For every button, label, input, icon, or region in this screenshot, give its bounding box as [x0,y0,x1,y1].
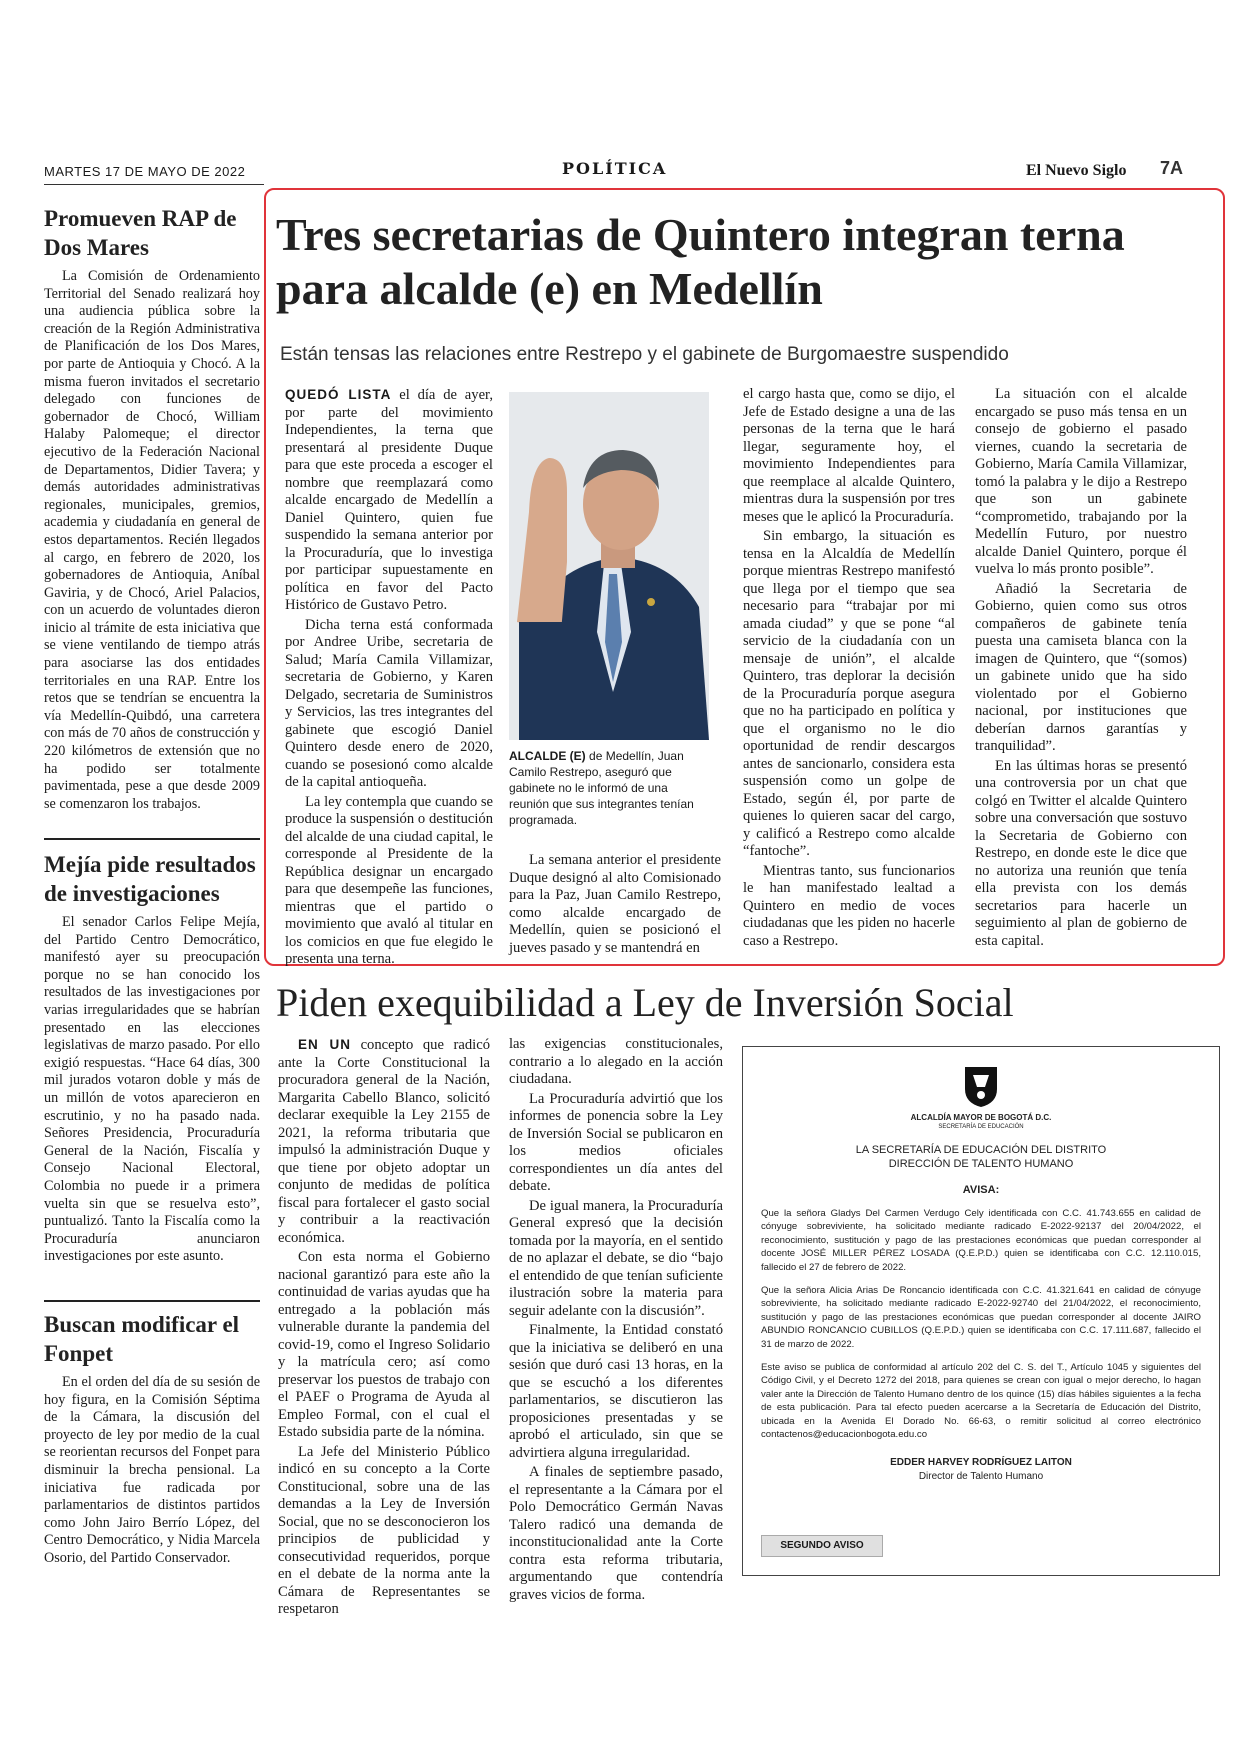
brief-text: La Comisión de Ordenamiento Territorial del Senado realizará hoy una audiencia pública sobre la creación de la Región Administrativa de Planificación de los Dos Mares, por parte de Antioquia y Chocó. A la misma fueron invitados el secretario delegado con funciones de gobernador de Chocó, William Halaby Palomeque; el director ejecutivo de la Federación Nacional de Departamentos, Didier Tavera; y demás autoridades administrativas regionales, municipales, gremios, academia y ciudadanía en general de estos departamentos. Recién llegados al cargo, en febrero de 2020, los gobernadores de Antioquia, Aníbal Gaviria, y de Chocó, Ariel Palacios, con un acuerdo de voluntades dieron inicio al trámite de esta iniciativa que se viene ventilando de tiempo atrás para asociarse las dos entidades territoriales en una RAP. Entre los retos que se tendrían se encuentra la vía Medellín-Quibdó, una carretera con más de 70 años de construcción y 220 kilómetros de extensión que no ha podido ser totalmente pavimentada, pese a que desde 2009 se comenzaron los trabajos. [44,268,260,812]
notice-signer-title: Director de Talento Humano [918,1470,1044,1482]
logo-text: ALCALDÍA MAYOR DE BOGOTÁ D.C. [910,1113,1052,1122]
public-notice [742,1046,1220,1576]
brief-rap [44,204,260,813]
second-headline: Piden exequibilidad a Ley de Inversión Social [276,980,1014,1025]
paragraph: el día de ayer, por parte del movimiento Independientes, la terna que presentará al presidente Duque para que este proceda a escoger el nombre que reemplazará como alcalde encargado de Medellín a Daniel Quintero, quien fue suspendido la semana anterior por la Procuraduría, que lo investiga por participar supuestamente en política en favor del Pacto Histórico de Gustavo Petro. [285,387,493,613]
logo-subtext: SECRETARÍA DE EDUCACIÓN [938,1124,1024,1130]
paragraph: La semana anterior el presidente Duque designó al alto Comisionado para la Paz, Juan Camilo Restrepo, como alcalde encargado de Medellín, quien se posicionó el jueves pasado y se mantendrá en [509,852,721,956]
main-column-1 [285,386,493,971]
paragraph: Finalmente, la Entidad constató que la iniciativa se deliberó en una sesión que duró casi 13 horas, en la que se escuchó a los diferentes parlamentarios, se discutieron las proposiciones presentadas y se aprobó el articulado, sin que se advirtiera alguna irregularidad. [509,1322,723,1461]
folio-rule [44,184,264,185]
paragraph: La situación con el alcalde encargado se puso más tensa en un consejo de gobierno el pasado viernes, cuando la secretaria de Gobierno, María Camila Villamizar, tomó la palabra y le dijo a Restrepo que son un gabinete “comprometido, trabajando por la Medellín Futuro, por nuestro alcalde Daniel Quintero, porque él vuelva lo más pronto posible”. [975,386,1187,577]
newspaper-name: El Nuevo Siglo [1026,162,1127,179]
second-column-1 [278,1036,490,1621]
notice-signer: EDDER HARVEY RODRÍGUEZ LAITON [890,1456,1072,1468]
portrait-illustration [509,392,709,740]
paragraph: A finales de septiembre pasado, el representante a la Cámara por el Polo Democrático Germán Navas Talero radicó una demanda de inconstitucionalidad ante la Corte contra esta reforma tributaria, argumentando que contendría graves vicios de forma. [509,1464,723,1603]
notice-logo [761,1063,1201,1131]
notice-paragraph: Que la señora Alicia Arias De Roncancio identificada con C.C. 41.321.641 en calidad de cónyuge sobreviviente, ha solicitado mediante radicado E-2022-92740 del 21/04/2022, el reconocimiento, sustitución y pago de las prestaciones económicas que puedan corresponder al docente JAIRO ABUNDIO RONCANCIO CUBILLOS (Q.E.P.D.) quien se identificaba con C.C. 17.111.687, fallecido el 31 de marzo de 2022. [761,1285,1201,1350]
paragraph: Mientras tanto, sus funcionarios le han manifestado lealtad a Quintero en medio de voces ciudadanas que les piden no hacerle caso a Restrepo. [743,862,955,949]
paragraph: De igual manera, la Procuraduría General expresó que la decisión tomada por la mayoría, en el sentido de no aplazar el debate, se dio “bajo el entendido de que tenían suficiente ilustración sobre la materia para seguir adelante con la discusión”. [509,1197,723,1319]
brief-fonpet [44,1310,260,1568]
caption-text: de Medellín, Juan Camilo Restrepo, aseguró que gabinete no le informó de una reunión que sus integrantes tenían programada. [509,749,694,827]
brief-mejia [44,850,260,1266]
paragraph: concepto que radicó ante la Corte Constitucional la procuradora general de la Nación, Margarita Cabello Blanco, solicitó declarar exequible la Ley 2155 de 2021, la reforma tributaria que impulsó la administración Duque y que tiene por objeto adoptar un conjunto de medidas de política fiscal para fortalecer el gasto social y contribuir a la reactivación económica. [278,1037,490,1246]
paragraph: Dicha terna está conformada por Andree Uribe, secretaria de Salud; María Camila Villamizar, secretaria de Gobierno, y Karen Delgado, secretaria de Suministros y Servicios, las tres integrantes del gabinete que escogió Daniel Quintero desde enero de 2020, cuando se posesionó como alcalde de la capital antioqueña. [285,616,493,790]
main-column-4 [975,386,1187,952]
section-title: POLÍTICA [562,159,668,178]
lead-word: EN UN [298,1037,351,1052]
brief-title: Promueven RAP de Dos Mares [44,206,237,260]
main-column-3 [743,386,955,952]
brief-divider [44,1300,260,1302]
page-number: 7A [1160,158,1184,178]
brief-title: Buscan modificar el Fonpet [44,1312,240,1366]
paragraph: La Procuraduría advirtió que los informes de ponencia sobre la Ley de Inversión Social se publicaron en los medios oficiales correspondientes un día antes del debate. [509,1090,723,1194]
brief-divider [44,838,260,840]
paragraph: Con esta norma el Gobierno nacional garantizó para este año la continuidad de varias ayudas que ha entregado a la población más vulnerable durante la pandemia del covid-19, como el Ingreso Solidario y la matrícula cero; así como preservar los puestos de trabajo con el PAEF o Programa de Ayuda al Empleo Formal, con el cual el Estado subsidia parte de la nómina. [278,1249,490,1440]
second-column-2 [509,1036,723,1606]
paragraph: La Jefe del Ministerio Público indicó en su concepto a la Corte Constitucional, sobre una de las demandas a la Ley de Inversión Social, que no se desconocieron los principios de publicidad y consecutividad requeridos, porque en el debate de la norma ante la Cámara de Representantes se respetaron [278,1443,490,1617]
photo-caption [509,748,709,828]
paragraph: Sin embargo, la situación es tensa en la Alcaldía de Medellín porque mientras Restrepo manifestó que llega por el tiempo que sea necesario para “trabajar por mi amada ciudad” y que se pone “al servicio de la ciudadanía con un mensaje de unión”, el alcalde Quintero, tras deplorar la decisión de la Procuraduría porque asegura que no ha participado en política y que el organismo no le dio oportunidad de rendir descargos antes de sancionarlo, considera esta suspensión como un golpe de Estado, según él, por parte de quienes lo quieren sacar del cargo, y calificó a Restrepo como alcalde “fantoche”. [743,528,955,859]
paragraph: La ley contempla que cuando se produce la suspensión o destitución del alcalde de una ciudad capital, le corresponde al Presidente de la República designar un encargado para que desempeñe las funciones, mientras que el partido o movimiento que avaló al titular en los comicios en que fue elegido le presenta una terna. [285,793,493,967]
photo-restrepo [509,392,709,740]
paragraph: Añadió la Secretaria de Gobierno, quien como sus otros compañeros de gabinete tenía puesta una camiseta blanca con la imagen de Quintero, que “(somos) un gabinete unido que ha sido violentado por el Gobierno nacional, por instituciones que deberían darnos garantías y tranquilidad”. [975,580,1187,754]
bogota-seal-icon [961,1063,1001,1109]
main-kicker: Están tensas las relaciones entre Restrepo y el gabinete de Burgomaestre suspendido [280,344,1009,365]
paragraph: el cargo hasta que, como se dijo, el Jefe de Estado designe a una de las personas de la terna que le hará llegar, seguramente hoy, el movimiento Independientes para que reemplace al alcalde Quintero, mientras dura la suspensión por tres meses que le aplicó la Procuraduría. [743,386,955,525]
notice-paragraph: Este aviso se publica de conformidad al artículo 202 del C. S. del T., Artículo 1045 y siguientes del Código Civil, y el Decreto 1272 del 2018, para quienes se crean con igual o mejor derecho, lo hagan valer ante la Dirección de Talento Humano dentro de los quince (15) días hábiles siguientes a la fecha de esta publicación. Para tal efecto pueden acercarse a la Secretaría de Educación del Distrito, ubicada en la Avenida El Dorado No. 66-63, o remitir solicitud al correo electrónico contactenos@educacionbogota.edu.co [761,1362,1201,1441]
lead-word: QUEDÓ LISTA [285,387,392,402]
brief-text: En el orden del día de su sesión de hoy figura, en la Comisión Séptima de la Cámara, la discusión del proyecto de ley por medio de la cual se reorientan recursos del Fonpet para disminuir la brecha pensional. La iniciativa fue radicada por parlamentarios de distintos partidos como John Jairo Berrío López, del Centro Democrático, y Nidia Marcela Osorio, del Partido Conservador. [44,1374,260,1566]
brief-title: Mejía pide resultados de investigaciones [44,852,256,906]
notice-org: LA SECRETARÍA DE EDUCACIÓN DEL DISTRITO [855,1144,1107,1156]
notice-title: AVISA: [962,1184,1000,1196]
main-headline: Tres secretarias de Quintero integran terna para alcalde (e) en Medellín [276,209,1125,314]
notice-paragraph: Que la señora Gladys Del Carmen Verdugo Cely identificada con C.C. 41.743.655 en calidad de cónyuge sobreviviente, ha solicitado mediante radicado E-2022-92137 del 20/04/2022, el reconocimiento, sustitución y pago de las prestaciones económicas que puedan corresponder al docente JOSÉ MILLER PÉREZ LOSADA (Q.E.P.D.) quien se identificaba con C.C. 12.110.015, fallecido el 27 de febrero de 2022. [761,1208,1201,1273]
brief-text: El senador Carlos Felipe Mejía, del Partido Centro Democrático, manifestó ayer su preocupación porque no se han conocido los resultados de las investigaciones por varias irregularidades que se habrían presentado en las elecciones legislativas de marzo pasado. Por ello exigió respuestas. “Hace 64 días, 300 mil jurados votaron doble y más de un millón de votos aparecieron en escrutinio, y no ha pasado nada. Señores Presidencia, Procuraduría General de la Nación, Fiscalía y Consejo Nacional Electoral, Colombia no puede ir a primera vuelta sin que se resuelva esto”, puntualizó. Tanto la Fiscalía como la Procuraduría anunciaron investigaciones por este asunto. [44,914,260,1265]
caption-lead: ALCALDE (E) [509,749,586,763]
paragraph: En las últimas horas se presentó una controversia por un chat que colgó en Twitter el alcalde Quintero sobre una conversación que sostuvo la Secretaria de Gobierno con Restrepo, en donde este le dice que no autoriza una reunión que tenía ella prevista con los demás secretarios para hacerle un seguimiento al plan de gobierno de esta capital. [975,757,1187,949]
notice-dept: DIRECCIÓN DE TALENTO HUMANO [888,1158,1074,1170]
notice-badge: SEGUNDO AVISO [761,1535,883,1557]
paragraph: las exigencias constitucionales, contrario a lo alegado en la acción ciudadana. [509,1036,723,1087]
main-column-2 [509,852,721,959]
folio-date: MARTES 17 DE MAYO DE 2022 [44,164,246,179]
